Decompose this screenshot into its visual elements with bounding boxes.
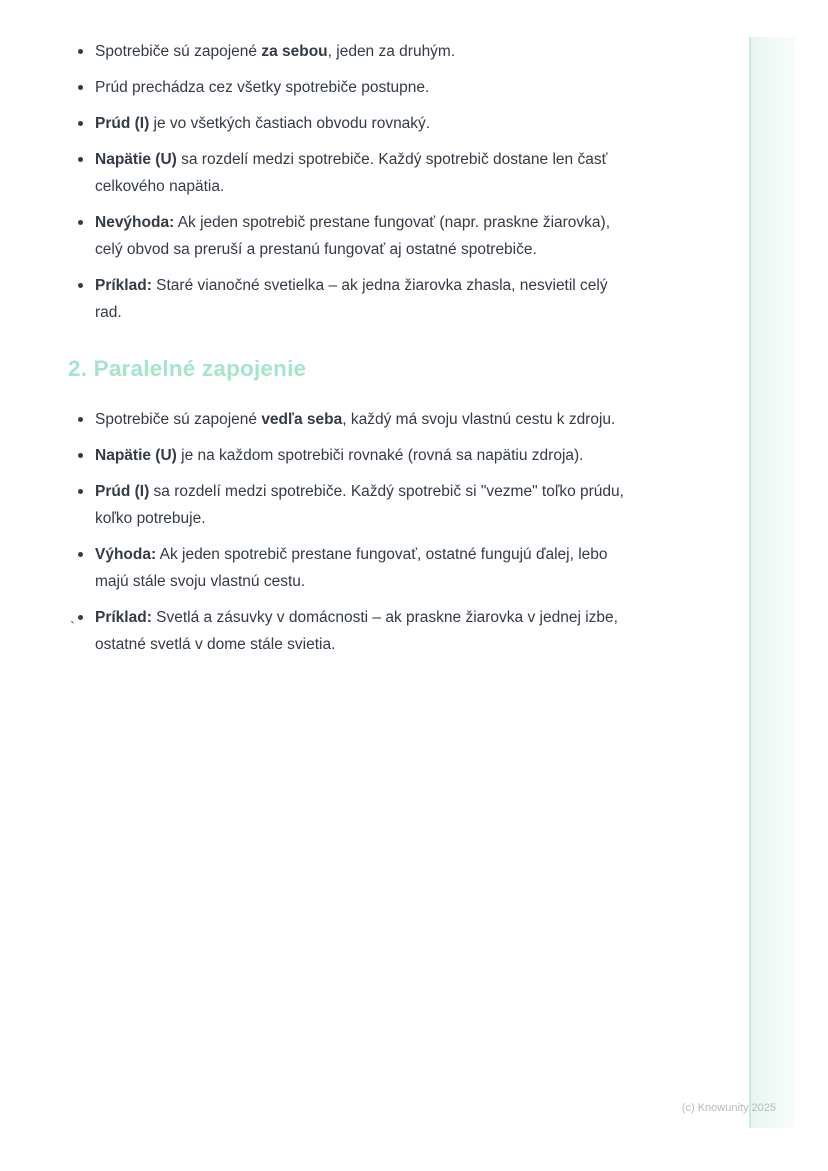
list-item xyxy=(68,146,630,200)
item-text: je vo všetkých častiach obvodu rovnaký. xyxy=(149,115,431,132)
item-text: je na každom spotrebiči rovnaké (rovná sa napätiu zdroja). xyxy=(176,447,584,464)
item-text-bold: Príklad: xyxy=(95,609,152,626)
item-text-bold: Prúd (I) xyxy=(95,483,150,500)
list-item xyxy=(68,74,630,101)
stray-backtick: ` xyxy=(70,619,75,636)
item-text: Ak jeden spotrebič prestane fungovať (napr. praskne žiarovka), celý obvod sa preruší a prestanú fungovať aj ostatné spotrebiče. xyxy=(95,214,611,258)
item-text: sa rozdelí medzi spotrebiče. Každý spotrebič dostane len časť celkového napätia. xyxy=(95,151,608,195)
list-item xyxy=(68,209,630,263)
item-text: Spotrebiče sú zapojené xyxy=(95,411,262,428)
item-text-bold: Prúd (I) xyxy=(95,115,150,132)
item-text: Spotrebiče sú zapojené xyxy=(95,43,262,60)
section-heading-parallel: 2. Paralelné zapojenie xyxy=(68,356,307,381)
list-item xyxy=(68,478,630,532)
item-text: Staré vianočné svetielka – ak jedna žiarovka zhasla, nesvietil celý rad. xyxy=(95,277,608,321)
item-text-bold: Príklad: xyxy=(95,277,152,294)
list-item xyxy=(68,272,630,326)
list-item xyxy=(68,604,630,658)
item-text-bold: vedľa seba xyxy=(261,411,343,428)
series-list xyxy=(68,38,630,326)
list-item xyxy=(68,406,630,433)
item-text: Prúd prechádza cez všetky spotrebiče postupne. xyxy=(95,79,430,96)
right-edge-stripe xyxy=(749,37,795,1128)
list-item xyxy=(68,541,630,595)
item-text-bold: za sebou xyxy=(261,43,328,60)
item-text-bold: Napätie (U) xyxy=(95,447,177,464)
note-content xyxy=(68,38,630,667)
item-text-bold: Napätie (U) xyxy=(95,151,177,168)
item-text: sa rozdelí medzi spotrebiče. Každý spotrebič si "vezme" toľko prúdu, koľko potrebuje. xyxy=(95,483,624,527)
item-text: Svetlá a zásuvky v domácnosti – ak praskne žiarovka v jednej izbe, ostatné svetlá v dome stále svietia. xyxy=(95,609,618,653)
list-item xyxy=(68,442,630,469)
item-text: Ak jeden spotrebič prestane fungovať, ostatné fungujú ďalej, lebo majú stále svoju vlastnú cestu. xyxy=(95,546,608,590)
list-item xyxy=(68,110,630,137)
item-text: , jeden za druhým. xyxy=(327,43,456,60)
item-text: , každý má svoju vlastnú cestu k zdroju. xyxy=(342,411,616,428)
parallel-list xyxy=(68,406,630,658)
item-text-bold: Nevýhoda: xyxy=(95,214,175,231)
copyright-footer: (c) Knowunity 2025 xyxy=(681,1102,776,1114)
list-item xyxy=(68,38,630,65)
item-text-bold: Výhoda: xyxy=(95,546,157,563)
